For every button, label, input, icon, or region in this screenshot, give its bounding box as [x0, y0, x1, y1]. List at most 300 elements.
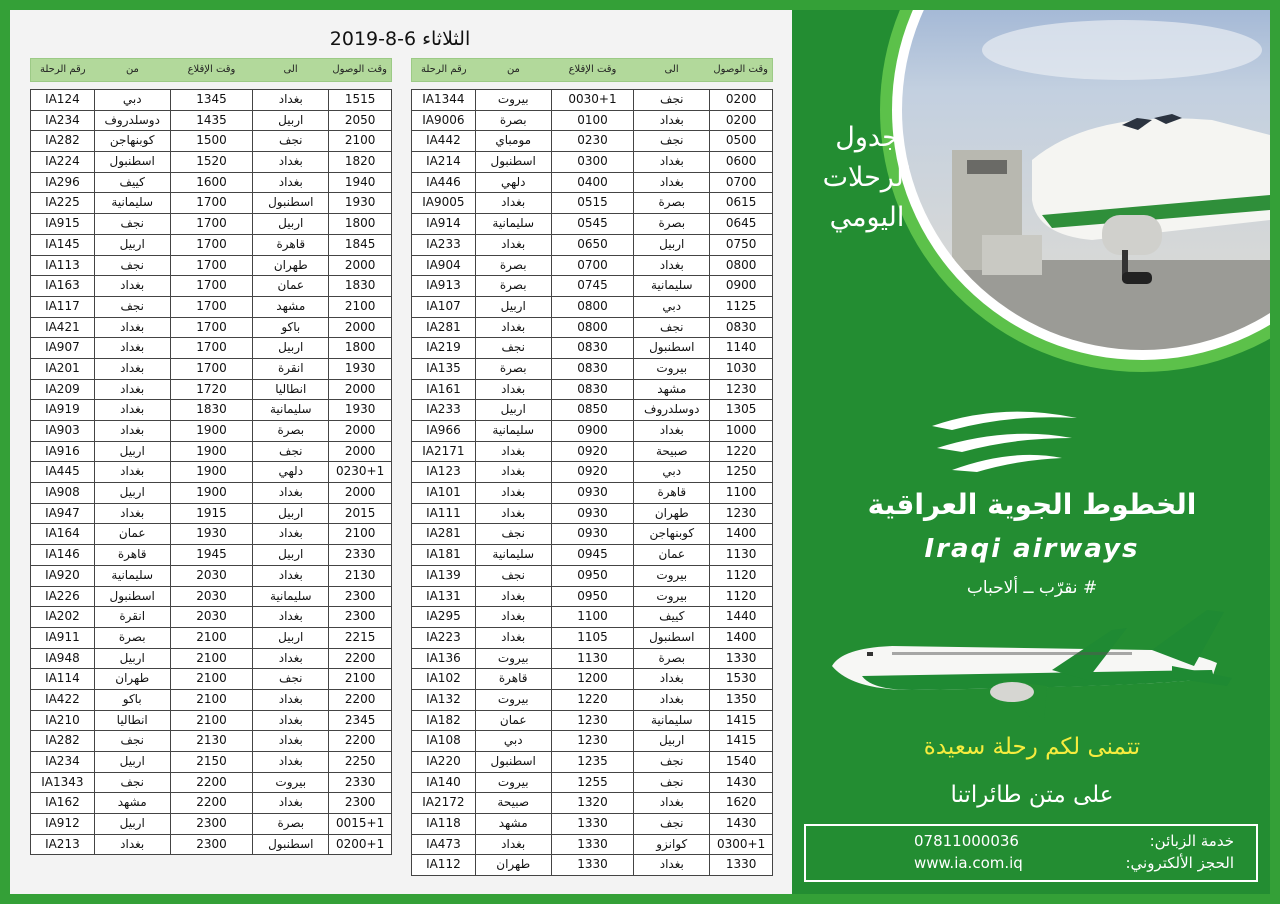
cell-arrival: 0200+1	[329, 835, 392, 856]
table-row	[31, 669, 392, 690]
online-booking-label: الحجز الألكتروني:	[1125, 854, 1234, 872]
cell-departure: 1720	[171, 380, 254, 401]
cell-arrival: 1930	[329, 193, 392, 214]
cell-arrival: 2200	[329, 731, 392, 752]
cell-from: مشهد	[95, 793, 171, 814]
cell-departure: 1700	[171, 338, 254, 359]
cell-to: عمان	[253, 276, 329, 297]
cell-from: بصرة	[476, 276, 552, 297]
table-row	[31, 483, 392, 504]
cell-departure: 0930	[552, 504, 635, 525]
cell-departure: 2300	[171, 835, 254, 856]
table-row	[412, 669, 773, 690]
cell-flight-no: IA1344	[412, 90, 476, 111]
wish-line-2: على متن طائراتنا	[950, 782, 1114, 808]
table-row	[412, 193, 773, 214]
table-row	[31, 462, 392, 483]
cell-from: اربيل	[95, 235, 171, 256]
schedule-date: الثلاثاء 6-8-2019	[329, 28, 471, 50]
cell-arrival: 2015	[329, 504, 392, 525]
cell-to: بغداد	[253, 731, 329, 752]
cell-from: اربيل	[476, 297, 552, 318]
cell-to: انقرة	[253, 359, 329, 380]
cell-arrival: 1250	[710, 462, 773, 483]
table-row	[412, 421, 773, 442]
cell-departure: 1900	[171, 483, 254, 504]
cell-arrival: 1230	[710, 380, 773, 401]
cell-from: كوبنهاجن	[95, 131, 171, 152]
table-row	[31, 214, 392, 235]
cell-to: بغداد	[253, 483, 329, 504]
cell-arrival: 0900	[710, 276, 773, 297]
cell-arrival: 2300	[329, 607, 392, 628]
cell-departure: 0830	[552, 380, 635, 401]
cell-departure: 1220	[552, 690, 635, 711]
table-row	[412, 214, 773, 235]
cell-flight-no: IA225	[31, 193, 95, 214]
cell-from: نجف	[476, 338, 552, 359]
cell-to: بغداد	[253, 173, 329, 194]
cell-arrival: 1140	[710, 338, 773, 359]
cell-flight-no: IA214	[412, 152, 476, 173]
cell-to: بغداد	[253, 711, 329, 732]
cell-flight-no: IA282	[31, 131, 95, 152]
cell-arrival: 1330	[710, 855, 773, 876]
table-header	[411, 58, 773, 82]
cell-flight-no: IA209	[31, 380, 95, 401]
cell-to: بغداد	[253, 752, 329, 773]
header-flight-no: رقم الرحلة	[421, 64, 467, 75]
cell-to: صبيحة	[634, 442, 710, 463]
table-row	[31, 628, 392, 649]
cell-flight-no: IA281	[412, 524, 476, 545]
cell-to: اربيل	[253, 111, 329, 132]
cell-flight-no: IA132	[412, 690, 476, 711]
cell-from: بغداد	[95, 318, 171, 339]
cell-to: كييف	[634, 607, 710, 628]
cell-to: دلهي	[253, 462, 329, 483]
cell-departure: 1100	[552, 607, 635, 628]
cell-arrival: 1845	[329, 235, 392, 256]
cell-departure: 1830	[171, 400, 254, 421]
cell-departure: 1320	[552, 793, 635, 814]
cell-departure: 0920	[552, 442, 635, 463]
cell-flight-no: IA117	[31, 297, 95, 318]
cell-departure: 0900	[552, 421, 635, 442]
cell-departure: 2100	[171, 690, 254, 711]
cell-to: نجف	[634, 773, 710, 794]
table-row	[31, 566, 392, 587]
cell-from: بصرة	[95, 628, 171, 649]
cell-from: قاهرة	[476, 669, 552, 690]
cell-to: نجف	[634, 814, 710, 835]
cell-to: اربيل	[634, 731, 710, 752]
cell-flight-no: IA163	[31, 276, 95, 297]
table-row	[31, 690, 392, 711]
cell-to: مشهد	[634, 380, 710, 401]
cell-from: اربيل	[95, 752, 171, 773]
header-departure: وقت الإقلاع	[187, 64, 236, 75]
cell-arrival: 1540	[710, 752, 773, 773]
cell-flight-no: IA2171	[412, 442, 476, 463]
cell-from: اربيل	[476, 400, 552, 421]
cell-departure: 1330	[552, 814, 635, 835]
cell-to: بصرة	[253, 421, 329, 442]
cell-to: سليمانية	[253, 587, 329, 608]
cell-from: اسطنبول	[476, 152, 552, 173]
cell-departure: 0545	[552, 214, 635, 235]
cell-flight-no: IA233	[412, 235, 476, 256]
cell-departure: 2200	[171, 773, 254, 794]
cell-from: باكو	[95, 690, 171, 711]
cell-flight-no: IA108	[412, 731, 476, 752]
cell-arrival: 1350	[710, 690, 773, 711]
table-row	[412, 690, 773, 711]
cell-to: سليمانية	[253, 400, 329, 421]
cell-to: انطاليا	[253, 380, 329, 401]
cell-departure: 1700	[171, 214, 254, 235]
table-row	[412, 90, 773, 111]
cell-from: مشهد	[476, 814, 552, 835]
cell-from: بغداد	[95, 462, 171, 483]
cell-arrival: 1305	[710, 400, 773, 421]
cell-to: بصرة	[634, 649, 710, 670]
table-row	[412, 731, 773, 752]
cell-flight-no: IA201	[31, 359, 95, 380]
table-row	[31, 421, 392, 442]
cell-arrival: 0230+1	[329, 462, 392, 483]
table-row	[412, 297, 773, 318]
cell-from: بغداد	[95, 504, 171, 525]
cell-flight-no: IA916	[31, 442, 95, 463]
cell-from: دبي	[95, 90, 171, 111]
cell-to: مشهد	[253, 297, 329, 318]
cell-flight-no: IA102	[412, 669, 476, 690]
hashtag: # نقرّب ــ ألاحباب	[966, 578, 1098, 598]
cell-flight-no: IA135	[412, 359, 476, 380]
table-row	[31, 814, 392, 835]
cell-from: سليمانية	[476, 545, 552, 566]
cell-departure: 0650	[552, 235, 635, 256]
table-header	[30, 58, 392, 82]
table-row	[412, 649, 773, 670]
cell-departure: 1230	[552, 711, 635, 732]
cell-departure: 1700	[171, 318, 254, 339]
cell-from: نجف	[476, 566, 552, 587]
cell-from: دوسلدروف	[95, 111, 171, 132]
cell-flight-no: IA118	[412, 814, 476, 835]
logo-mark-icon	[922, 408, 1092, 478]
cell-from: بغداد	[476, 607, 552, 628]
cell-from: نجف	[476, 524, 552, 545]
cell-departure: 2100	[171, 649, 254, 670]
cell-flight-no: IA182	[412, 711, 476, 732]
table-row	[412, 545, 773, 566]
cell-to: سليمانية	[634, 276, 710, 297]
cell-from: بغداد	[95, 835, 171, 856]
cell-from: عمان	[476, 711, 552, 732]
cell-flight-no: IA473	[412, 835, 476, 856]
cell-departure: 1700	[171, 256, 254, 277]
cell-arrival: 1440	[710, 607, 773, 628]
table-row	[31, 400, 392, 421]
cell-departure: 0300	[552, 152, 635, 173]
cell-from: بغداد	[476, 462, 552, 483]
cell-to: بغداد	[634, 152, 710, 173]
cell-from: صبيحة	[476, 793, 552, 814]
cell-from: بغداد	[476, 442, 552, 463]
cell-flight-no: IA912	[31, 814, 95, 835]
cell-to: بصرة	[253, 814, 329, 835]
cell-departure: 0950	[552, 566, 635, 587]
cell-arrival: 1230	[710, 504, 773, 525]
table-row	[31, 276, 392, 297]
cell-flight-no: IA442	[412, 131, 476, 152]
cell-from: بيروت	[476, 649, 552, 670]
cell-departure: 1700	[171, 276, 254, 297]
flight-table-left	[30, 58, 392, 855]
cell-to: بغداد	[634, 173, 710, 194]
table-row	[412, 504, 773, 525]
cell-flight-no: IA919	[31, 400, 95, 421]
cell-from: بصرة	[476, 256, 552, 277]
cell-arrival: 2345	[329, 711, 392, 732]
cell-to: بيروت	[253, 773, 329, 794]
cell-arrival: 1940	[329, 173, 392, 194]
cell-flight-no: IA911	[31, 628, 95, 649]
cell-departure: 1330	[552, 855, 635, 876]
cell-departure: 1700	[171, 297, 254, 318]
cell-flight-no: IA224	[31, 152, 95, 173]
table-row	[31, 152, 392, 173]
header-to: الى	[664, 64, 679, 75]
cell-from: نجف	[95, 297, 171, 318]
cell-departure: 1345	[171, 90, 254, 111]
cell-flight-no: IA422	[31, 690, 95, 711]
cell-to: عمان	[634, 545, 710, 566]
cell-flight-no: IA915	[31, 214, 95, 235]
cell-arrival: 0800	[710, 256, 773, 277]
cell-from: بغداد	[476, 587, 552, 608]
cell-departure: 0830	[552, 338, 635, 359]
cell-flight-no: IA219	[412, 338, 476, 359]
cell-flight-no: IA136	[412, 649, 476, 670]
cell-to: اسطنبول	[253, 193, 329, 214]
cell-from: بغداد	[95, 380, 171, 401]
table-row	[412, 173, 773, 194]
cell-flight-no: IA920	[31, 566, 95, 587]
cell-arrival: 1830	[329, 276, 392, 297]
cell-arrival: 1415	[710, 731, 773, 752]
cell-arrival: 0830	[710, 318, 773, 339]
table-row	[31, 524, 392, 545]
table-row	[31, 235, 392, 256]
table-body	[30, 89, 392, 855]
cell-to: كوبنهاجن	[634, 524, 710, 545]
cell-flight-no: IA164	[31, 524, 95, 545]
cell-flight-no: IA123	[412, 462, 476, 483]
cell-arrival: 1120	[710, 587, 773, 608]
cell-to: طهران	[634, 504, 710, 525]
cell-arrival: 1100	[710, 483, 773, 504]
cell-departure: 0800	[552, 318, 635, 339]
cell-to: كوانزو	[634, 835, 710, 856]
table-row	[412, 835, 773, 856]
table-row	[31, 773, 392, 794]
cell-flight-no: IA2172	[412, 793, 476, 814]
cell-arrival: 0750	[710, 235, 773, 256]
cell-from: اسطنبول	[476, 752, 552, 773]
cell-arrival: 1530	[710, 669, 773, 690]
table-row	[31, 318, 392, 339]
cell-to: نجف	[634, 318, 710, 339]
table-row	[31, 90, 392, 111]
cell-departure: 1900	[171, 442, 254, 463]
cell-from: نجف	[95, 256, 171, 277]
table-row	[31, 256, 392, 277]
cell-arrival: 1430	[710, 773, 773, 794]
cell-departure: 1600	[171, 173, 254, 194]
cell-arrival: 2250	[329, 752, 392, 773]
cell-flight-no: IA904	[412, 256, 476, 277]
cell-from: سليمانية	[476, 421, 552, 442]
cell-arrival: 2000	[329, 442, 392, 463]
table-body	[411, 89, 773, 876]
cell-to: بيروت	[634, 566, 710, 587]
cell-flight-no: IA161	[412, 380, 476, 401]
cell-flight-no: IA140	[412, 773, 476, 794]
table-row	[31, 193, 392, 214]
cell-from: بغداد	[476, 318, 552, 339]
table-row	[412, 131, 773, 152]
table-row	[412, 566, 773, 587]
cell-from: اسطنبول	[95, 152, 171, 173]
cell-arrival: 2100	[329, 524, 392, 545]
contact-box	[804, 824, 1258, 882]
cell-arrival: 2300	[329, 793, 392, 814]
table-row	[31, 111, 392, 132]
cell-departure: 0515	[552, 193, 635, 214]
cell-arrival: 2100	[329, 669, 392, 690]
cell-to: بغداد	[253, 524, 329, 545]
cell-departure: 1500	[171, 131, 254, 152]
cell-from: بغداد	[476, 193, 552, 214]
cell-flight-no: IA139	[412, 566, 476, 587]
table-row	[412, 380, 773, 401]
cell-flight-no: IA111	[412, 504, 476, 525]
cell-flight-no: IA223	[412, 628, 476, 649]
cell-flight-no: IA1343	[31, 773, 95, 794]
cell-arrival: 2200	[329, 690, 392, 711]
cell-from: بغداد	[476, 835, 552, 856]
brand-name-english: Iraqi airways	[924, 534, 1140, 564]
cell-to: بغداد	[253, 649, 329, 670]
cell-from: بيروت	[476, 90, 552, 111]
table-row	[412, 607, 773, 628]
table-row	[412, 359, 773, 380]
cell-departure: 2100	[171, 628, 254, 649]
cell-from: بغداد	[95, 400, 171, 421]
table-row	[412, 587, 773, 608]
flight-table-right	[411, 58, 773, 876]
cell-arrival: 1515	[329, 90, 392, 111]
online-booking-url: www.ia.com.iq	[914, 854, 1023, 872]
cell-from: انطاليا	[95, 711, 171, 732]
cell-departure: 0745	[552, 276, 635, 297]
cell-to: بغداد	[253, 690, 329, 711]
cell-flight-no: IA907	[31, 338, 95, 359]
cell-to: بغداد	[253, 607, 329, 628]
cell-flight-no: IA162	[31, 793, 95, 814]
cell-flight-no: IA282	[31, 731, 95, 752]
cell-to: نجف	[253, 131, 329, 152]
cell-departure: 0950	[552, 587, 635, 608]
cell-departure: 2200	[171, 793, 254, 814]
cell-arrival: 0615	[710, 193, 773, 214]
cell-to: سليمانية	[634, 711, 710, 732]
cell-departure: 1330	[552, 835, 635, 856]
cell-to: اربيل	[253, 504, 329, 525]
cell-to: اربيل	[634, 235, 710, 256]
cell-departure: 2030	[171, 607, 254, 628]
table-row	[412, 400, 773, 421]
cell-to: بغداد	[634, 111, 710, 132]
cell-departure: 0930	[552, 524, 635, 545]
cell-from: طهران	[476, 855, 552, 876]
cell-departure: 0400	[552, 173, 635, 194]
cell-to: بغداد	[634, 855, 710, 876]
cell-from: اربيل	[95, 649, 171, 670]
cell-from: كييف	[95, 173, 171, 194]
cell-to: نجف	[253, 442, 329, 463]
cell-arrival: 1800	[329, 338, 392, 359]
cell-flight-no: IA181	[412, 545, 476, 566]
cell-from: سليمانية	[95, 193, 171, 214]
table-row	[31, 607, 392, 628]
header-arrival: وقت الوصول	[332, 64, 387, 75]
cell-arrival: 2100	[329, 297, 392, 318]
cell-to: اربيل	[253, 338, 329, 359]
cell-departure: 0030+1	[552, 90, 635, 111]
cell-departure: 1200	[552, 669, 635, 690]
cell-arrival: 1930	[329, 400, 392, 421]
cell-departure: 0800	[552, 297, 635, 318]
cell-departure: 0945	[552, 545, 635, 566]
cell-arrival: 2000	[329, 380, 392, 401]
cell-departure: 0850	[552, 400, 635, 421]
cell-from: اربيل	[95, 814, 171, 835]
cell-from: بغداد	[476, 504, 552, 525]
cell-from: بغداد	[476, 483, 552, 504]
cell-departure: 1930	[171, 524, 254, 545]
table-row	[31, 442, 392, 463]
cell-to: بصرة	[634, 193, 710, 214]
cell-to: اربيل	[253, 214, 329, 235]
cell-to: نجف	[253, 669, 329, 690]
cell-departure: 0930	[552, 483, 635, 504]
cell-arrival: 1000	[710, 421, 773, 442]
cell-from: طهران	[95, 669, 171, 690]
cell-to: نجف	[634, 90, 710, 111]
cell-to: بغداد	[253, 152, 329, 173]
cell-arrival: 1130	[710, 545, 773, 566]
cell-departure: 2030	[171, 587, 254, 608]
cell-to: نجف	[634, 752, 710, 773]
cell-flight-no: IA146	[31, 545, 95, 566]
cell-flight-no: IA145	[31, 235, 95, 256]
table-row	[31, 338, 392, 359]
cell-arrival: 0015+1	[329, 814, 392, 835]
